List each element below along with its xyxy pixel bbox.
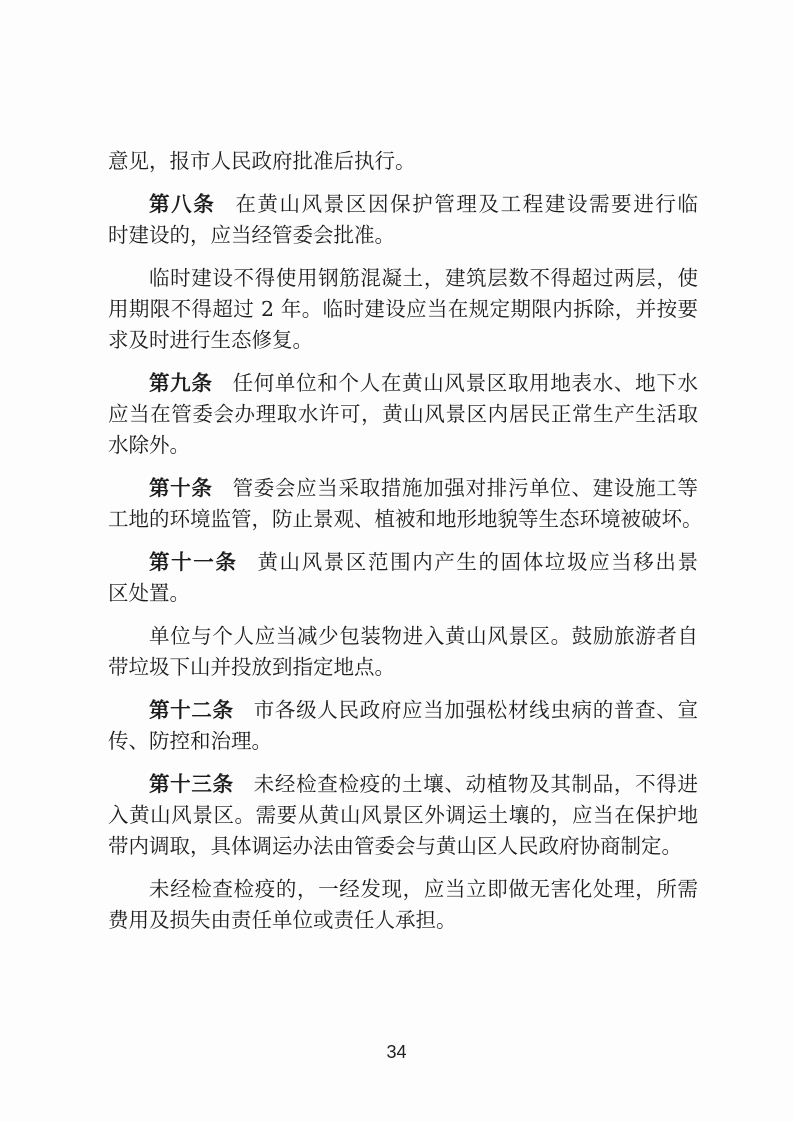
text-line: [108, 504, 703, 535]
paragraph-text: 时建设的，应当经管委会批准。: [108, 223, 395, 247]
article-heading: 第八条: [149, 192, 216, 216]
paragraph-text: 未经检查检疫的，一经发现，应当立即做无害化处理，所需: [149, 877, 698, 901]
text-line: [108, 325, 698, 356]
paragraph-text: 水除外。: [108, 433, 190, 457]
text-line: [108, 547, 698, 578]
text-line: [108, 621, 698, 652]
paragraph-text: 传、防控和治理。: [108, 729, 272, 753]
text-line: [108, 294, 698, 325]
text-line: [108, 399, 698, 430]
text-line: [108, 146, 698, 177]
text-line: [108, 800, 698, 831]
text-line: [108, 473, 698, 504]
text-line: [108, 652, 698, 683]
text-line: [108, 726, 698, 757]
paragraph-text: 入黄山风景区。需要从黄山风景区外调运土壤的，应当在保护地: [108, 803, 698, 827]
text-line: [108, 220, 698, 251]
text-line: [108, 263, 698, 294]
paragraph-text: 市各级人民政府应当加强松材线虫病的普查、宣: [253, 698, 698, 722]
text-line: [108, 695, 698, 726]
text-line: [108, 578, 698, 609]
paragraph-text: 任何单位和个人在黄山风景区取用地表水、地下水: [232, 371, 698, 395]
paragraph-text: 应当在管委会办理取水许可，黄山风景区内居民正常生产生活取: [108, 402, 698, 426]
text-line: [108, 874, 698, 905]
article-heading: 第十一条: [149, 550, 238, 574]
article-heading: 第十三条: [149, 772, 234, 796]
paragraph-text: 单位与个人应当减少包装物进入黄山风景区。鼓励旅游者自: [149, 624, 698, 648]
article-heading: 第十二条: [149, 698, 234, 722]
paragraph-text: 黄山风景区范围内产生的固体垃圾应当移出景: [257, 550, 699, 574]
paragraph-text: 区处置。: [108, 581, 190, 605]
paragraph-text: 意见，报市人民政府批准后执行。: [108, 149, 416, 173]
text-line: [108, 769, 698, 800]
paragraph-text: 用期限不得超过 2 年。临时建设应当在规定期限内拆除，并按要: [108, 297, 698, 321]
text-line: [108, 368, 698, 399]
paragraph-text: 未经检查检疫的土壤、动植物及其制品，不得进: [253, 772, 698, 796]
text-line: [108, 905, 698, 936]
text-line: [108, 189, 698, 220]
paragraph-text: 管委会应当采取措施加强对排污单位、建设施工等: [232, 476, 698, 500]
text-line: [108, 831, 698, 862]
paragraph-text: 在黄山风景区因保护管理及工程建设需要进行临: [235, 192, 699, 216]
text-line: [108, 430, 698, 461]
paragraph-text: 工地的环境监管，防止景观、植被和地形地貌等生态环境被破坏。: [108, 507, 703, 531]
paragraph-text: 临时建设不得使用钢筋混凝土，建筑层数不得超过两层，使: [149, 266, 698, 290]
paragraph-text: 带内调取，具体调运办法由管委会与黄山区人民政府协商制定。: [108, 834, 682, 858]
article-heading: 第九条: [149, 371, 213, 395]
paragraph-text: 带垃圾下山并投放到指定地点。: [108, 655, 395, 679]
paragraph-text: 求及时进行生态修复。: [108, 328, 313, 352]
article-heading: 第十条: [149, 476, 213, 500]
paragraph-text: 费用及损失由责任单位或责任人承担。: [108, 908, 457, 932]
document-body: [108, 146, 703, 936]
page-number: 34: [386, 1042, 407, 1062]
